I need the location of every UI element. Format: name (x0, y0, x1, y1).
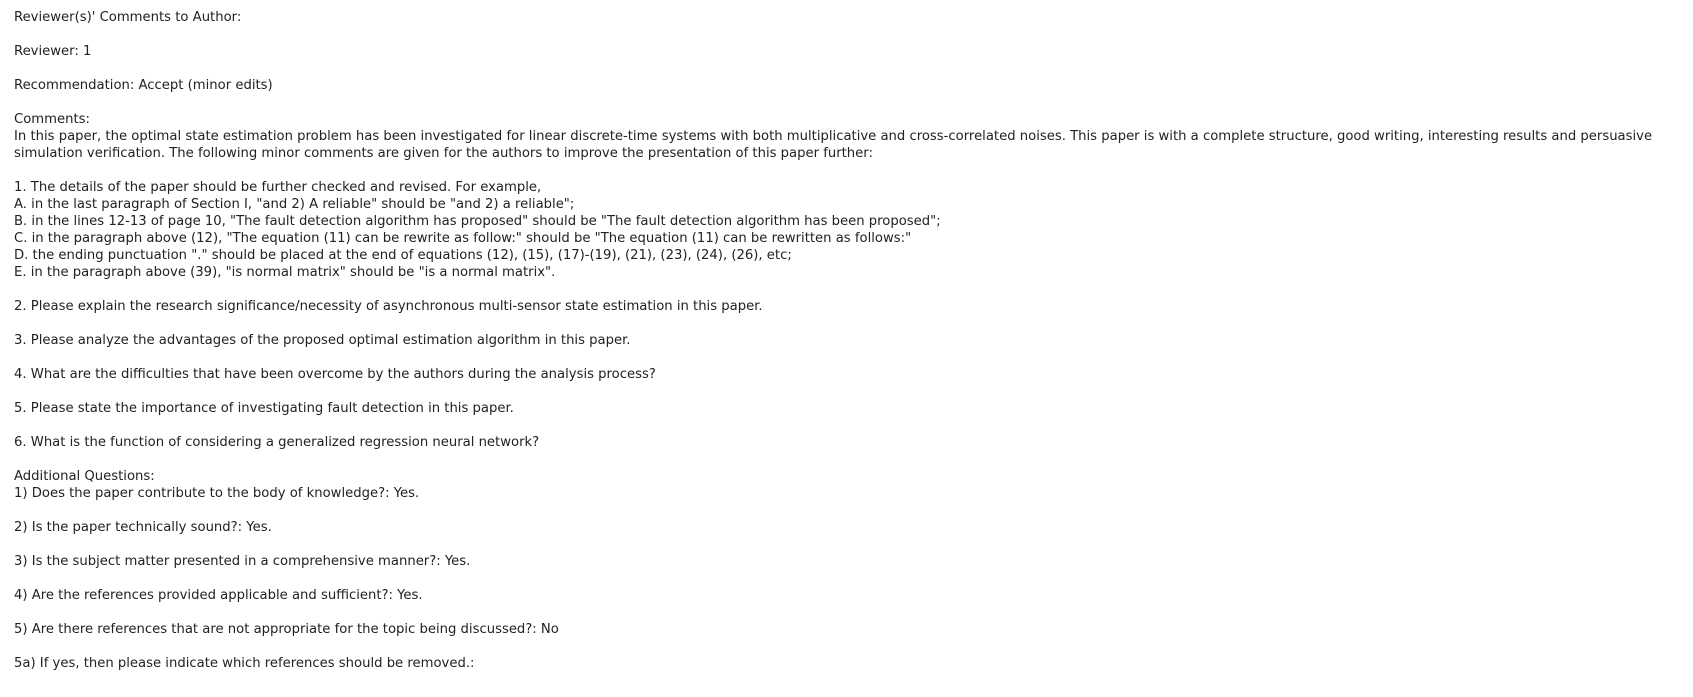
comment-1-item-a: A. in the last paragraph of Section I, "and 2) A reliable" should be "and 2) a reliable"; (14, 197, 575, 212)
comment-5: 5. Please state the importance of investigating fault detection in this paper. (14, 401, 514, 416)
reviewer-number: Reviewer: 1 (14, 44, 92, 59)
comment-1-item-c: C. in the paragraph above (12), "The equation (11) can be rewrite as follow:" should be "The equation (11) can be rewritten as follows:" (14, 231, 912, 246)
question-1: 1) Does the paper contribute to the body of knowledge?: Yes. (14, 486, 420, 501)
question-4: 4) Are the references provided applicable and sufficient?: Yes. (14, 588, 423, 603)
comment-4: 4. What are the difficulties that have been overcome by the authors during the analysis process? (14, 367, 656, 382)
comment-2: 2. Please explain the research significance/necessity of asynchronous multi-sensor state estimation in this paper. (14, 299, 763, 314)
comments-label: Comments: (14, 112, 90, 127)
comments-header: Reviewer(s)' Comments to Author: (14, 10, 242, 25)
comment-1-item-e: E. in the paragraph above (39), "is normal matrix" should be "is a normal matrix". (14, 265, 556, 280)
question-5a: 5a) If yes, then please indicate which references should be removed.: (14, 656, 475, 671)
question-3: 3) Is the subject matter presented in a comprehensive manner?: Yes. (14, 554, 471, 569)
comment-1-item-d: D. the ending punctuation "." should be placed at the end of equations (12), (15), (17)-(19), (21), (23), (24), (26), etc; (14, 248, 792, 263)
question-2: 2) Is the paper technically sound?: Yes. (14, 520, 272, 535)
question-5: 5) Are there references that are not appropriate for the topic being discussed?: No (14, 622, 559, 637)
recommendation: Recommendation: Accept (minor edits) (14, 78, 273, 93)
additional-questions-label: Additional Questions: (14, 469, 155, 484)
comment-3: 3. Please analyze the advantages of the proposed optimal estimation algorithm in this paper. (14, 333, 631, 348)
comment-6: 6. What is the function of considering a generalized regression neural network? (14, 435, 540, 450)
comment-1-lead: 1. The details of the paper should be further checked and revised. For example, (14, 180, 542, 195)
comments-intro: In this paper, the optimal state estimation problem has been investigated for linear discrete-time systems with both multiplicative and cross-correlated noises. This paper is with a complete structure, good writing, interesting results and persuasive simulation verification. The following minor comments are given for the authors to improve the presentation of this paper further: (14, 129, 1653, 161)
comment-1-item-b: B. in the lines 12-13 of page 10, "The fault detection algorithm has proposed" should be "The fault detection algorithm has been proposed"; (14, 214, 941, 229)
